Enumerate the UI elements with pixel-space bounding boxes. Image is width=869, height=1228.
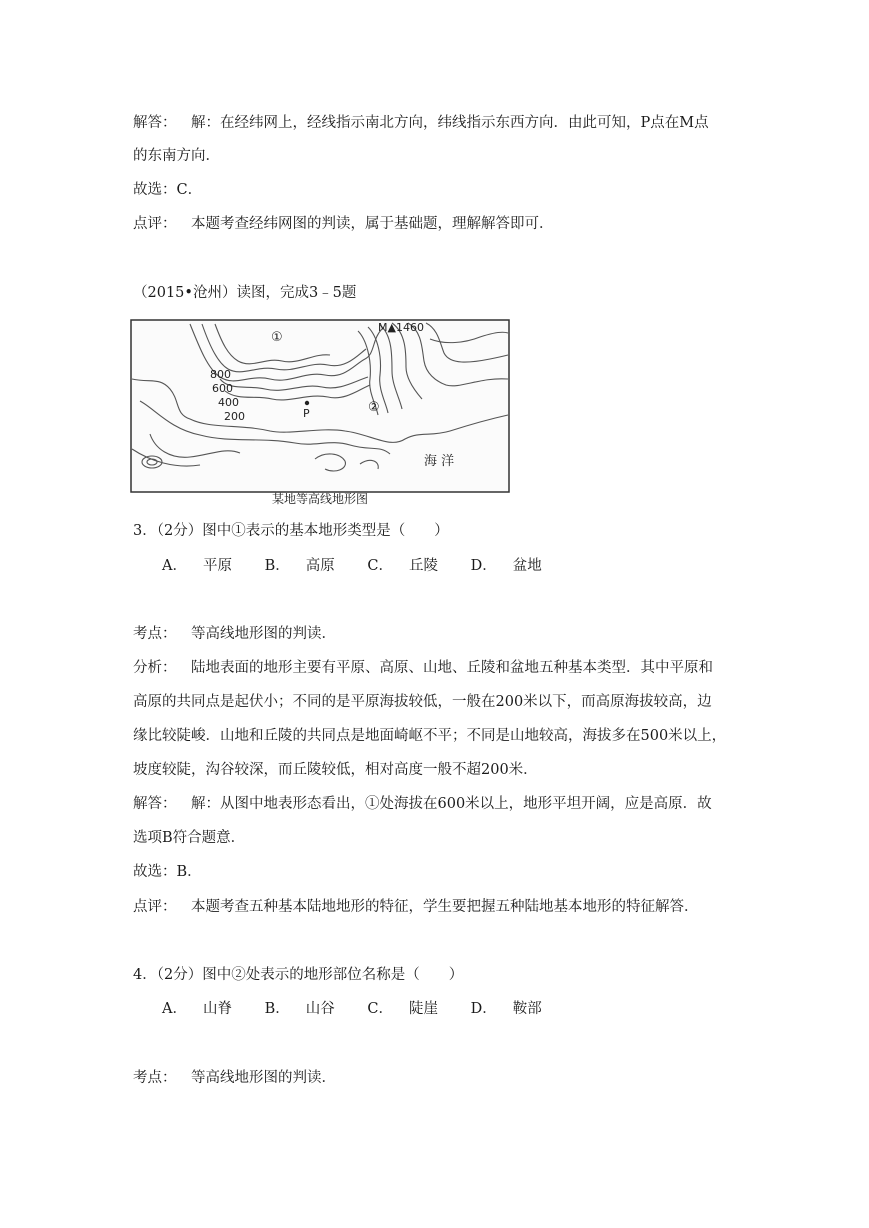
sea-label: 海 洋 xyxy=(424,454,455,469)
answer-text: 解：在经纬网上，经线指示南北方向，纬线指示东西方向．由此可知，P点在M点 xyxy=(191,115,709,131)
q4-option-b: B． 山谷 xyxy=(264,1001,335,1017)
q3-option-a: A． 平原 xyxy=(162,558,232,574)
review-label: 点评： xyxy=(133,216,177,232)
q3-answer-line xyxy=(133,794,712,814)
section-intro: （2015•沧州）读图，完成3﹣5题 xyxy=(133,285,357,301)
map-caption: 某地等高线地形图 xyxy=(271,492,368,506)
q2-choose: 故选：C． xyxy=(133,182,203,198)
point-p-dot xyxy=(305,401,309,405)
answer-label: 解答： xyxy=(133,796,177,812)
q2-answer-line xyxy=(133,113,709,133)
q3-option-c: C． 丘陵 xyxy=(367,558,438,574)
q3-analysis-continuation: 缘比较陡峻．山地和丘陵的共同点是地面崎岖不平；不同是山地较高，海拔多在500米以上， xyxy=(133,728,727,744)
contour-map xyxy=(130,319,510,494)
kaodian-label: 考点： xyxy=(133,626,177,642)
kaodian-label: 考点： xyxy=(133,1070,177,1086)
q4-options xyxy=(162,999,570,1019)
marker-1: ① xyxy=(271,330,283,345)
q3-review-line xyxy=(133,897,699,917)
point-p-label: P xyxy=(303,407,310,420)
q3-analysis-continuation: 坡度较陡，沟谷较深，而丘陵较低，相对高度一般不超200米． xyxy=(133,762,538,778)
analysis-text: 陆地表面的地形主要有平原、高原、山地、丘陵和盆地五种基本类型．其中平原和 xyxy=(191,660,713,676)
contour-label-400: 400 xyxy=(218,396,239,409)
contour-label-200: 200 xyxy=(224,410,245,423)
q4-stem: 4．（2分）图中②处表示的地形部位名称是（ ） xyxy=(133,967,464,983)
kaodian-text: 等高线地形图的判读． xyxy=(191,1070,336,1086)
review-text: 本题考查经纬网图的判读，属于基础题，理解解答即可． xyxy=(191,216,554,232)
q3-stem: 3．（2分）图中①表示的基本地形类型是（ ） xyxy=(133,523,449,539)
q2-answer-continuation: 的东南方向． xyxy=(133,148,220,164)
analysis-label: 分析： xyxy=(133,660,177,676)
q4-kaodian-line xyxy=(133,1068,336,1088)
q3-choose: 故选：B． xyxy=(133,864,202,880)
q3-kaodian-line xyxy=(133,624,336,644)
q4-option-c: C． 陡崖 xyxy=(367,1001,438,1017)
q3-answer-continuation: 选项B符合题意． xyxy=(133,830,246,846)
contour-label-600: 600 xyxy=(212,382,233,395)
answer-text: 解：从图中地表形态看出，①处海拔在600米以上，地形平坦开阔，应是高原．故 xyxy=(191,796,712,812)
q3-options xyxy=(162,556,570,576)
q4-option-d: D． 鞍部 xyxy=(470,1001,542,1017)
q3-analysis-line xyxy=(133,658,713,678)
answer-label: 解答： xyxy=(133,115,177,131)
q2-review-line xyxy=(133,214,554,234)
review-text: 本题考查五种基本陆地地形的特征，学生要把握五种陆地基本地形的特征解答． xyxy=(191,899,699,915)
review-label: 点评： xyxy=(133,899,177,915)
peak-label: M▲1460 xyxy=(378,321,424,334)
contour-label-800: 800 xyxy=(210,368,231,381)
q4-option-a: A． 山脊 xyxy=(162,1001,232,1017)
q3-option-b: B． 高原 xyxy=(264,558,335,574)
marker-2: ② xyxy=(368,400,380,415)
kaodian-text: 等高线地形图的判读． xyxy=(191,626,336,642)
q3-option-d: D． 盆地 xyxy=(470,558,542,574)
q3-analysis-continuation: 高原的共同点是起伏小；不同的是平原海拔较低，一般在200米以下，而高原海拔较高，边 xyxy=(133,694,712,710)
